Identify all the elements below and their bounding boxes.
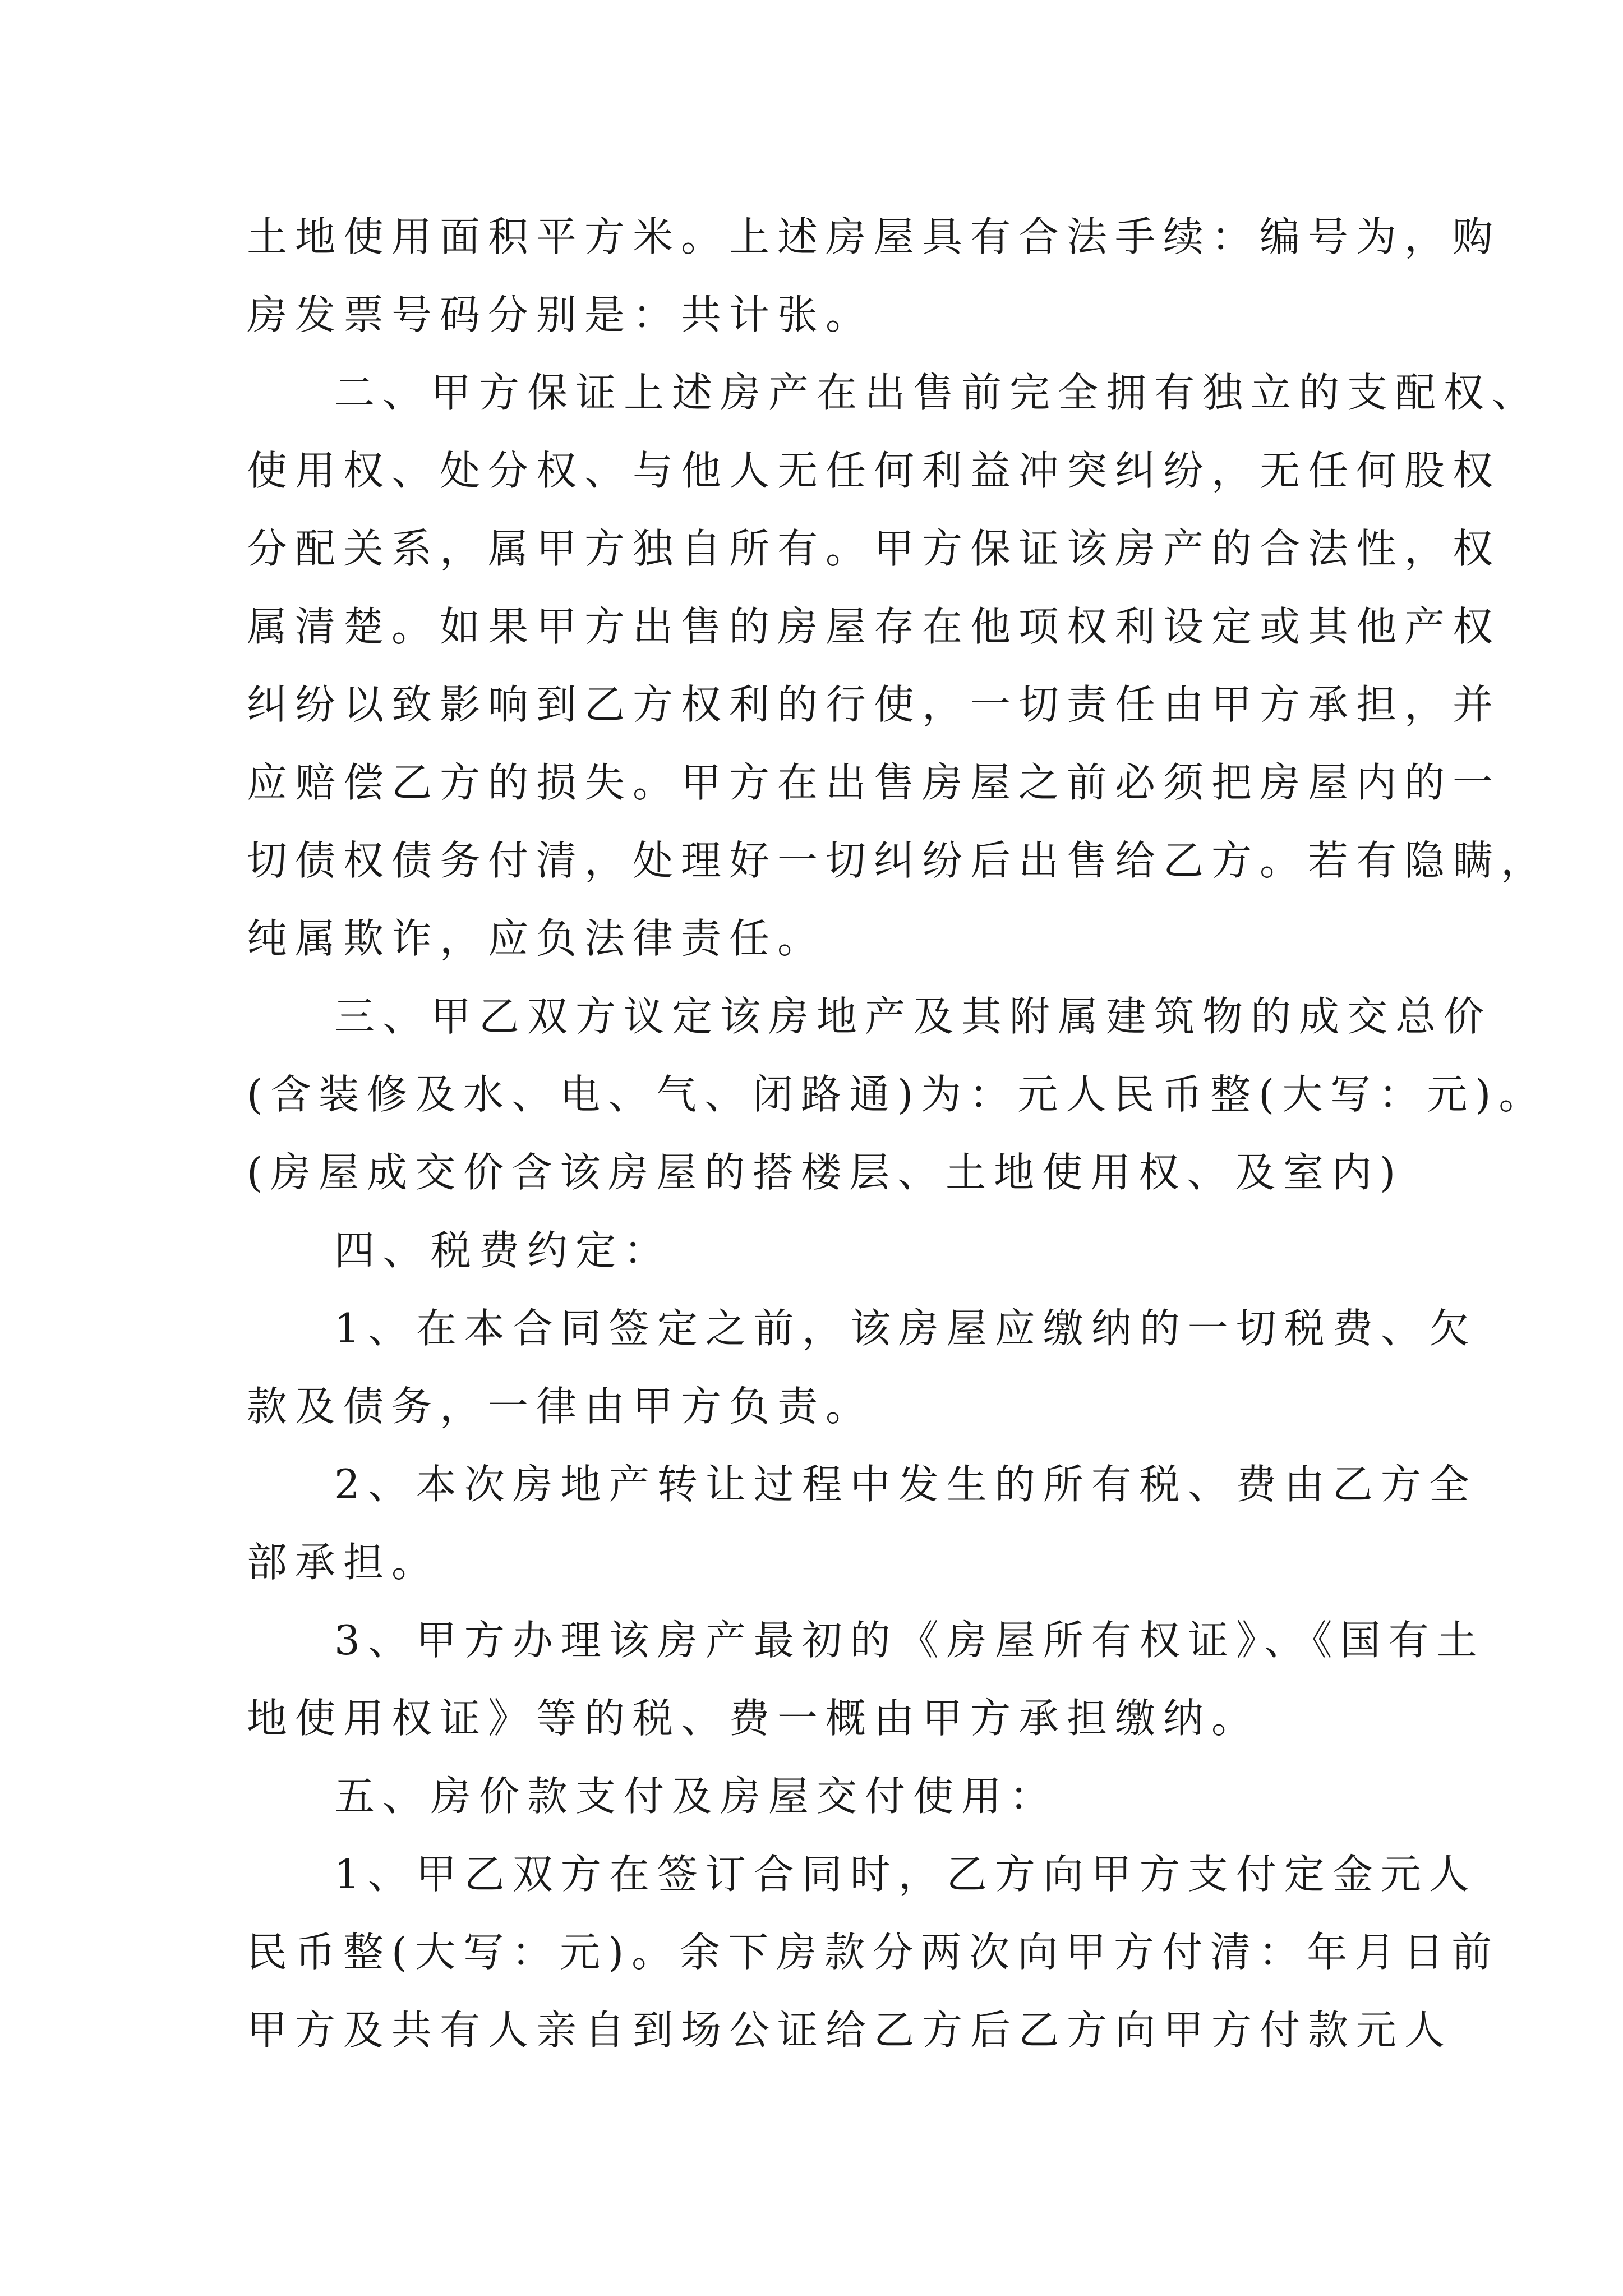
text-line: 属清楚。如果甲方出售的房屋存在他项权利设定或其他产权 <box>247 603 1501 650</box>
text-line: 二、甲方保证上述房产在出售前完全拥有独立的支配权、 <box>334 369 1541 416</box>
text-line: 五、房价款支付及房屋交付使用： <box>334 1773 1058 1820</box>
text-line: 纠纷以致影响到乙方权利的行使，一切责任由甲方承担，并 <box>247 681 1501 728</box>
text-line: 1、甲乙双方在签订合同时，乙方向甲方支付定金元人 <box>334 1851 1477 1898</box>
text-line: 款及债务，一律由甲方负责。 <box>247 1383 874 1430</box>
text-line: 地使用权证》等的税、费一概由甲方承担缴纳。 <box>247 1695 1260 1742</box>
text-line: (房屋成交价含该房屋的搭楼层、土地使用权、及室内) <box>247 1149 1404 1196</box>
text-line: 1、在本合同签定之前，该房屋应缴纳的一切税费、欠 <box>334 1305 1477 1352</box>
text-line: 甲方及共有人亲自到场公证给乙方后乙方向甲方付款元人 <box>247 2007 1453 2054</box>
text-line: 分配关系，属甲方独自所有。甲方保证该房产的合法性，权 <box>247 525 1501 572</box>
text-line: (含装修及水、电、气、闭路通)为：元人民币整(大写：元)。 <box>247 1071 1547 1118</box>
text-line: 3、甲方办理该房产最初的《房屋所有权证》、《国有土 <box>334 1617 1485 1664</box>
text-line: 使用权、处分权、与他人无任何利益冲突纠纷，无任何股权 <box>247 447 1501 494</box>
text-line: 土地使用面积平方米。上述房屋具有合法手续：编号为，购 <box>247 213 1501 260</box>
text-line: 民币整(大写：元)。余下房款分两次向甲方付清：年月日前 <box>247 1929 1500 1976</box>
text-line: 三、甲乙双方议定该房地产及其附属建筑物的成交总价 <box>334 993 1492 1040</box>
text-line: 部承担。 <box>247 1539 440 1586</box>
text-line: 四、税费约定： <box>334 1227 672 1274</box>
text-line: 2、本次房地产转让过程中发生的所有税、费由乙方全 <box>334 1461 1477 1508</box>
text-line: 纯属欺诈，应负法律责任。 <box>247 915 826 962</box>
text-line: 切债权债务付清，处理好一切纠纷后出售给乙方。若有隐瞒， <box>247 837 1550 884</box>
text-line: 应赔偿乙方的损失。甲方在出售房屋之前必须把房屋内的一 <box>247 759 1501 806</box>
text-line: 房发票号码分别是：共计张。 <box>247 291 874 338</box>
